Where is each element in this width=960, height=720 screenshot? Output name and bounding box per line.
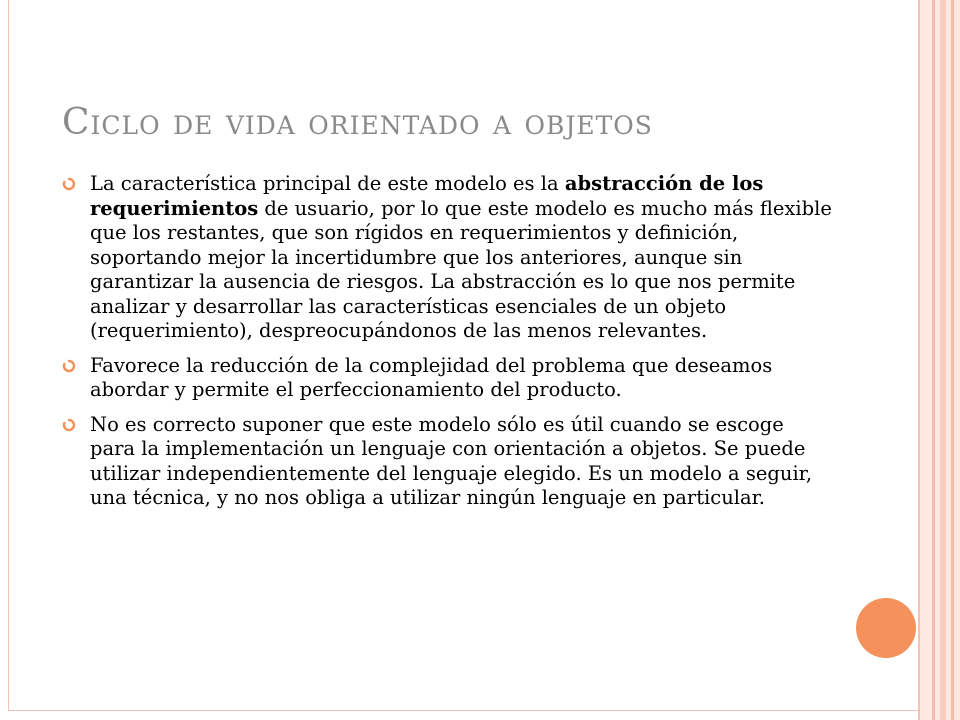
bullet-item — [62, 172, 832, 344]
bullet-ring-icon — [62, 359, 76, 373]
bullet-text: No es correcto suponer que este modelo sólo es útil cuando se escoge para la implementación un lenguaje con orientación a objetos. Se puede utilizar independientemente del lenguaje elegido. Es un modelo a seguir, una técnica, y no nos obliga a utilizar ningún lenguaje en particular. — [90, 412, 813, 509]
bullet-list — [62, 172, 832, 521]
bullet-text: La característica principal de este modelo es la abstracción de los requerimientos de usuario, por lo que este modelo es mucho más flexible que los restantes, que son rígidos en requerimientos y definición, soportando mejor la incertidumbre que los anteriores, aunque sin garantizar la ausencia de riesgos. La abstracción es lo que nos permite analizar y desarrollar las características esenciales de un objeto (requerimiento), despreocupándonos de las menos relevantes. — [90, 172, 832, 342]
stripe-line — [932, 0, 935, 720]
bullet-item — [62, 413, 832, 511]
decorative-stripes — [920, 0, 960, 720]
slide-title: Ciclo de vida orientado a objetos — [62, 102, 653, 143]
decorative-circle — [856, 598, 916, 658]
bullet-ring-icon — [62, 177, 76, 191]
stripe-line — [951, 0, 954, 720]
emphasized-term: abstracción de los requerimientos — [90, 172, 764, 220]
bullet-text: Favorece la reducción de la complejidad del problema que deseamos abordar y permite el perfeccionamiento del producto. — [90, 353, 773, 401]
stripe-line — [940, 0, 946, 720]
bullet-ring-icon — [62, 418, 76, 432]
bullet-item — [62, 354, 832, 403]
